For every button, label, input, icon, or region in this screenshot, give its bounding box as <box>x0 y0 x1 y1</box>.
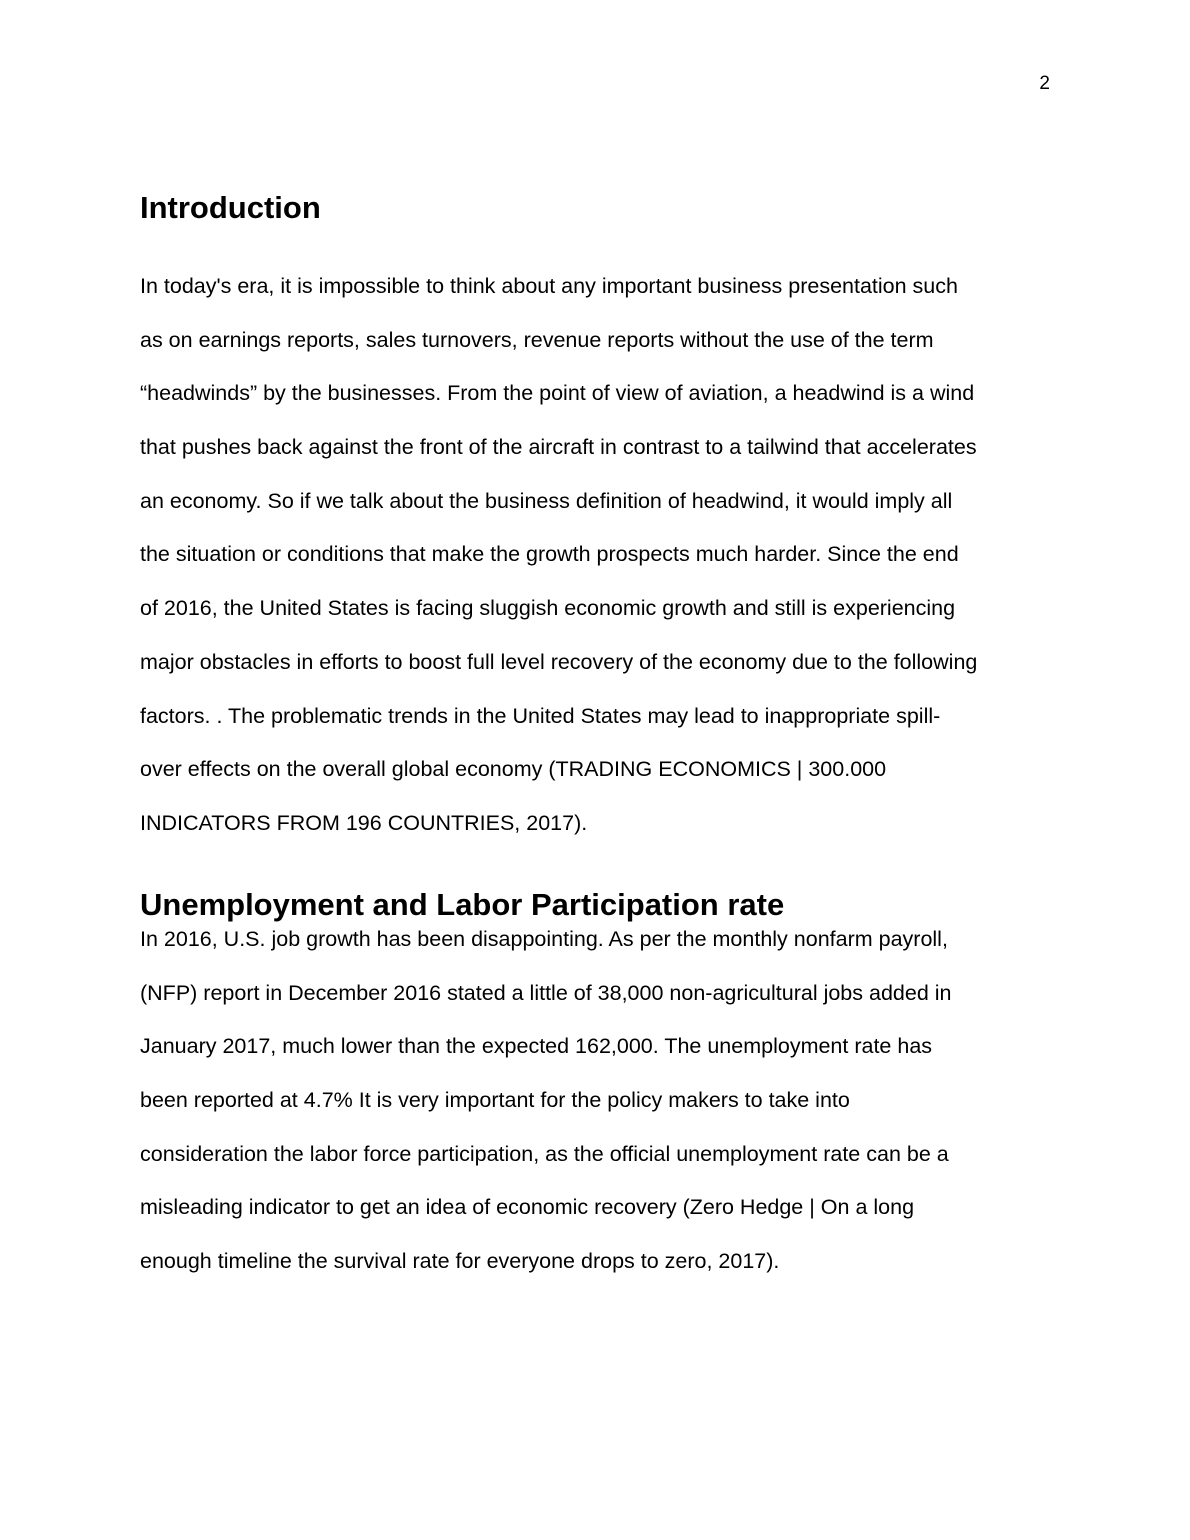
unemployment-paragraph <box>140 913 1060 1289</box>
paragraph-line: of 2016, the United States is facing sluggish economic growth and still is experiencing <box>140 596 956 621</box>
introduction-heading: Introduction <box>140 190 321 225</box>
unemployment-heading: Unemployment and Labor Participation rate <box>140 887 785 922</box>
paragraph-line: been reported at 4.7% It is very important for the policy makers to take into <box>140 1088 850 1113</box>
paragraph-line: as on earnings reports, sales turnovers, revenue reports without the use of the term <box>140 327 934 352</box>
paragraph-line: In today's era, it is impossible to think about any important business presentation such <box>140 274 958 298</box>
paragraph-line: major obstacles in efforts to boost full level recovery of the economy due to the following <box>140 649 978 674</box>
page-number: 2 <box>1039 73 1050 94</box>
paragraph-line: “headwinds” by the businesses. From the point of view of aviation, a headwind is a wind <box>140 381 975 406</box>
paragraph-line: In 2016, U.S. job growth has been disappointing. As per the monthly nonfarm payroll, <box>140 927 948 951</box>
paragraph-line: INDICATORS FROM 196 COUNTRIES, 2017). <box>140 810 588 835</box>
paragraph-line: consideration the labor force participation, as the official unemployment rate can be a <box>140 1141 949 1166</box>
paragraph-line: enough timeline the survival rate for everyone drops to zero, 2017). <box>140 1249 780 1274</box>
paragraph-line: an economy. So if we talk about the business definition of headwind, it would imply all <box>140 488 953 513</box>
paragraph-line: the situation or conditions that make the growth prospects much harder. Since the end <box>140 542 959 567</box>
paragraph-line: factors. . The problematic trends in the United States may lead to inappropriate spill- <box>140 703 941 728</box>
paragraph-line: that pushes back against the front of the aircraft in contrast to a tailwind that accelerates <box>140 435 977 460</box>
paragraph-line: (NFP) report in December 2016 stated a little of 38,000 non-agricultural jobs added in <box>140 980 952 1005</box>
paragraph-line: over effects on the overall global economy (TRADING ECONOMICS | 300.000 <box>140 757 887 782</box>
introduction-paragraph <box>140 260 1060 851</box>
paragraph-line: January 2017, much lower than the expected 162,000. The unemployment rate has <box>140 1034 933 1059</box>
introduction-heading-container <box>140 190 1060 226</box>
paragraph-line: misleading indicator to get an idea of economic recovery (Zero Hedge | On a long <box>140 1195 915 1220</box>
